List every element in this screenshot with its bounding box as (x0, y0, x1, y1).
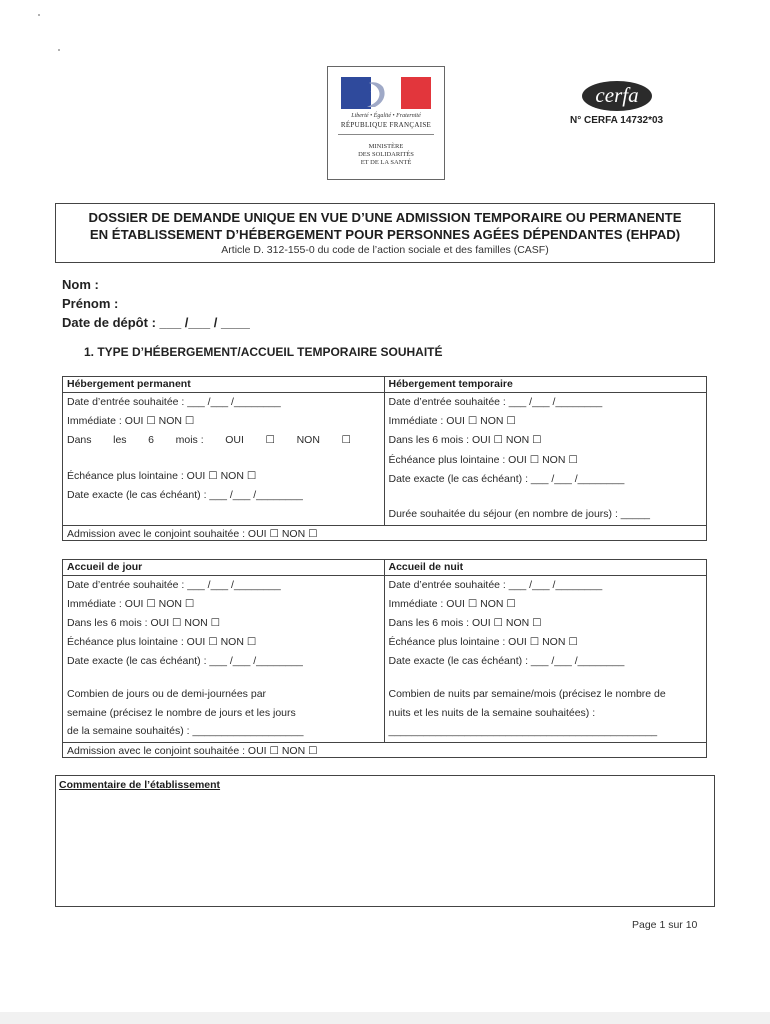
accueil-jour-column (63, 560, 385, 742)
date-exacte-field[interactable]: Date exacte (le cas échéant) : ___ /___ /________ (67, 489, 303, 501)
page-number: Page 1 sur 10 (632, 919, 698, 931)
date-depot-field[interactable]: Date de dépôt : ___ /___ / ____ (62, 315, 250, 330)
scan-mark (38, 14, 40, 16)
date-exacte-field[interactable]: Date exacte (le cas échéant) : ___ /___ /________ (388, 655, 625, 667)
duree-sejour-field[interactable]: Durée souhaitée du séjour (en nombre de jours) : _____ (388, 508, 650, 520)
admission-conjoint-checkboxes[interactable]: Admission avec le conjoint souhaitée : OUI ☐ NON ☐ (63, 525, 706, 543)
prenom-field[interactable]: Prénom : (62, 296, 119, 311)
commentaire-title: Commentaire de l’établissement (59, 779, 221, 791)
six-mois-checkboxes[interactable]: Dans les 6 mois : OUI ☐ NON ☐ (388, 434, 542, 446)
combien-nuits-field[interactable]: ______________________________________________ (388, 725, 658, 737)
echeance-checkboxes[interactable]: Échéance plus lointaine : OUI ☐ NON ☐ (388, 454, 578, 466)
combien-nuits-label: Combien de nuits par semaine/mois (précisez le nombre de (388, 688, 666, 700)
date-entree-field[interactable]: Date d’entrée souhaitée : ___ /___ /________ (388, 396, 603, 408)
ministry-motto: Liberté • Égalité • Fraternité (351, 113, 421, 119)
republic-label: RÉPUBLIQUE FRANÇAISE (340, 121, 432, 129)
date-exacte-field[interactable]: Date exacte (le cas échéant) : ___ /___ /________ (67, 655, 303, 667)
scan-mark (58, 49, 60, 51)
ministry-logo (327, 66, 445, 180)
hebergement-temporaire-column (385, 377, 707, 525)
nom-field[interactable]: Nom : (62, 277, 99, 292)
commentaire-etablissement-box[interactable] (55, 775, 715, 907)
combien-jours-label: Combien de jours ou de demi-journées par (67, 688, 267, 700)
cerfa-number: N° CERFA 14732*03 (570, 115, 664, 126)
date-entree-field[interactable]: Date d’entrée souhaitée : ___ /___ /________ (388, 579, 603, 591)
six-mois-checkboxes[interactable]: Dans les 6 mois : OUI ☐ NON ☐ (388, 617, 542, 629)
document-title-line2: EN ÉTABLISSEMENT D’HÉBERGEMENT POUR PERSONNES AGÉES DÉPENDANTES (EHPAD) (89, 227, 681, 242)
immediate-checkboxes[interactable]: Immédiate : OUI ☐ NON ☐ (67, 598, 195, 610)
six-mois-checkboxes[interactable]: Dans les 6 mois : OUI ☐ NON ☐ (67, 617, 221, 629)
cerfa-logo: cerfa (582, 81, 652, 111)
echeance-checkboxes[interactable]: Échéance plus lointaine : OUI ☐ NON ☐ (388, 636, 578, 648)
hebergement-permanent-column (63, 377, 385, 525)
accueil-table (62, 559, 707, 758)
document-title-box (55, 203, 715, 263)
column-header: Hébergement permanent (63, 377, 384, 393)
marianne-flag-icon (341, 77, 431, 109)
legal-reference: Article D. 312-155-0 du code de l’action sociale et des familles (CASF) (221, 244, 549, 256)
column-header: Accueil de nuit (385, 560, 707, 576)
column-header: Accueil de jour (63, 560, 384, 576)
date-exacte-field[interactable]: Date exacte (le cas échéant) : ___ /___ /________ (388, 473, 625, 485)
date-entree-field[interactable]: Date d’entrée souhaitée : ___ /___ /________ (67, 396, 281, 408)
hebergement-table (62, 376, 707, 541)
combien-nuits-label: nuits et les nuits de la semaine souhaitées) : (388, 707, 596, 719)
scan-bottom-edge (0, 1012, 770, 1024)
date-entree-field[interactable]: Date d’entrée souhaitée : ___ /___ /________ (67, 579, 281, 591)
echeance-checkboxes[interactable]: Échéance plus lointaine : OUI ☐ NON ☐ (67, 636, 257, 648)
immediate-checkboxes[interactable]: Immédiate : OUI ☐ NON ☐ (67, 415, 195, 427)
immediate-checkboxes[interactable]: Immédiate : OUI ☐ NON ☐ (388, 415, 516, 427)
immediate-checkboxes[interactable]: Immédiate : OUI ☐ NON ☐ (388, 598, 516, 610)
section-title: 1. TYPE D’HÉBERGEMENT/ACCUEIL TEMPORAIRE SOUHAITÉ (84, 345, 443, 359)
combien-jours-label: semaine (précisez le nombre de jours et les jours (67, 707, 296, 719)
column-header: Hébergement temporaire (385, 377, 707, 393)
admission-conjoint-checkboxes[interactable]: Admission avec le conjoint souhaitée : OUI ☐ NON ☐ (63, 742, 706, 760)
combien-jours-field[interactable]: de la semaine souhaités) : ___________________ (67, 725, 304, 737)
ministry-name: MINISTÈRE DES SOLIDARITÉS ET DE LA SANTÉ (358, 143, 414, 166)
echeance-checkboxes[interactable]: Échéance plus lointaine : OUI ☐ NON ☐ (67, 470, 257, 482)
document-title-line1: DOSSIER DE DEMANDE UNIQUE EN VUE D’UNE ADMISSION TEMPORAIRE OU PERMANENTE (88, 210, 682, 225)
six-mois-checkboxes[interactable]: Dans les 6 mois : OUI ☐ NON ☐ (67, 434, 351, 446)
accueil-nuit-column (385, 560, 707, 742)
ministry-divider (338, 134, 434, 135)
